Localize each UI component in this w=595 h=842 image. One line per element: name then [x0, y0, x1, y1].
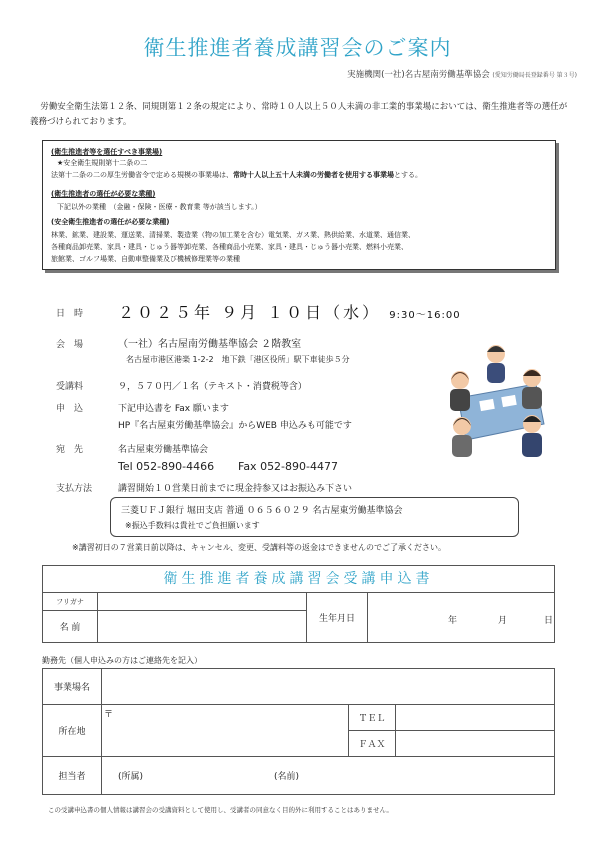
- box-line-2a: 法第十二条の二の厚生労働省令で定める規模の事業場は、: [51, 171, 233, 179]
- box-line-2b: 常時十人以上五十人未満の労働者を使用する事業場: [233, 171, 394, 179]
- tel-field[interactable]: [396, 705, 555, 731]
- box-line-4: 林業、鉱業、建設業、運送業、清掃業、製造業（物の加工業を含む）電気業、ガス業、熱供給業、水道業、通信業、: [51, 231, 415, 239]
- organizer: [347, 68, 577, 80]
- box-line-6: 旅館業、ゴルフ場業、自動車整備業及び機械修理業等の業種: [51, 255, 240, 263]
- event-time: 9:30～16:00: [389, 310, 461, 321]
- dest-tel: Tel 052-890-4466: [118, 460, 215, 473]
- employer-heading: 勤務先（個人申込みの方はご連絡先を記入）: [42, 656, 202, 665]
- intro-text: 労働安全衛生法第１２条、同規則第１２条の規定により、常時１０人以上５０人未満の非工業的事業場においては、衛生推進者等の選任が義務づけられております。: [30, 102, 568, 127]
- birth-month: 月: [498, 616, 508, 626]
- cancel-note: ※講習初日の７営業日前以降は、キャンセル、変更、受講料等の返金はできませんのでご了承ください。: [72, 543, 447, 552]
- fax-label: ＦＡＸ: [349, 731, 396, 757]
- venue: （一社）名古屋南労働基準協会 ２階教室: [118, 339, 302, 350]
- name-table: [42, 592, 555, 643]
- bank-box: [110, 497, 519, 537]
- box-line-2c: とする。: [394, 171, 422, 179]
- address-label: 所在地: [43, 705, 102, 757]
- fee: ９，５７０円／１名（テキスト・消費税等含）: [118, 382, 307, 392]
- venue-label: 会 場: [56, 340, 84, 350]
- birth-year: 年: [448, 616, 458, 626]
- box-line-1: ★安全衛生規則第十二条の二: [57, 159, 148, 167]
- bank-account: 三菱ＵＦＪ銀行 堀田支店 普通 ０６５６０２９ 名古屋東労働基準協会: [121, 506, 403, 516]
- dest: 名古屋東労働基準協会: [118, 445, 209, 455]
- event-date-value: ２０２５年 ９月 １０日（水）: [118, 303, 382, 322]
- box-heading-3: (安全衛生推進者の選任が必要な業種): [51, 218, 170, 226]
- dest-label: 宛 先: [56, 445, 84, 455]
- form-title: 衛生推進者養成講習会受講申込書: [42, 565, 555, 593]
- address-field[interactable]: [102, 705, 349, 757]
- apply-label: 申 込: [56, 404, 84, 414]
- requirements-box: [42, 140, 556, 270]
- fee-label: 受講料: [56, 382, 84, 392]
- contact-name: (名前): [274, 772, 300, 782]
- tel-label: ＴＥＬ: [349, 705, 396, 731]
- application-form: [42, 565, 555, 805]
- contact-field[interactable]: [102, 757, 555, 795]
- name-label: 名 前: [43, 611, 98, 643]
- employer-table: [42, 668, 555, 795]
- date-label: 日 時: [56, 309, 84, 319]
- event-date: [118, 300, 461, 323]
- contact-label: 担当者: [43, 757, 102, 795]
- contact-dept: (所属): [118, 772, 144, 782]
- box-line-2: [51, 170, 422, 180]
- furigana-field[interactable]: [98, 593, 307, 611]
- venue-address: 名古屋市港区港楽 1-2-2 地下鉄「港区役所」駅下車徒歩５分: [126, 355, 350, 364]
- furigana-label: フリガナ: [43, 593, 98, 611]
- box-line-5: 各種商品卸売業、家具・建具・じゅう器等卸売業、各種商品小売業、家具・建具・じゅう器小売業、燃料小売業、: [51, 243, 408, 251]
- box-heading-1: (衛生推進者等を選任すべき事業場): [51, 148, 163, 156]
- pay-method: 講習開始１０営業日前までに現金持参又はお振込み下さい: [118, 484, 353, 494]
- postal-mark: 〒: [104, 710, 114, 720]
- birth-field[interactable]: [368, 593, 555, 643]
- apply-web: HP『名古屋東労働基準協会』からWEB 申込みも可能です: [118, 421, 352, 431]
- dest-fax: Fax 052-890-4477: [238, 460, 338, 473]
- company-field[interactable]: [102, 669, 555, 705]
- company-label: 事業場名: [43, 669, 102, 705]
- page-title: 衛生推進者養成講習会のご案内: [143, 36, 452, 60]
- organizer-note: (愛知労働局長登録番号 第３号): [492, 72, 577, 79]
- meeting-illustration: [440, 340, 552, 458]
- apply-fax: 下記申込書を Fax 願います: [118, 404, 229, 414]
- pay-label: 支払方法: [56, 484, 93, 494]
- organizer-name: 実施機関(一社)名古屋南労働基準協会: [347, 70, 490, 80]
- fax-field[interactable]: [396, 731, 555, 757]
- birth-label: 生年月日: [307, 593, 368, 643]
- birth-day: 日: [544, 616, 554, 626]
- box-line-3: 下記以外の業種 （金融・保険・医療・教育業 等が該当します。）: [57, 203, 262, 211]
- box-heading-2: (衛生推進者の選任が必要な業種): [51, 190, 156, 198]
- name-field[interactable]: [98, 611, 307, 643]
- bank-note: ※振込手数料は貴社でご負担願います: [125, 521, 260, 530]
- privacy-note: この受講申込書の個人情報は講習会の受講資料として使用し、受講者の同意なく目的外に利用することはありません。: [48, 806, 393, 814]
